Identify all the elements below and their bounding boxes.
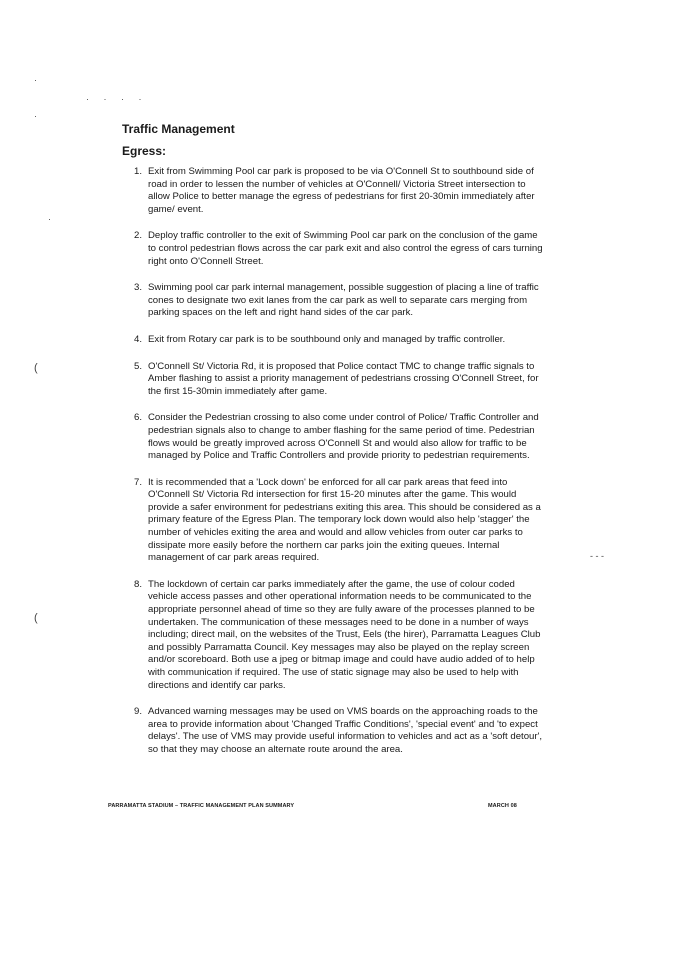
- item-number: 5.: [134, 360, 143, 372]
- list-item: [134, 166, 546, 216]
- item-number: 2.: [134, 230, 143, 242]
- list-item: [134, 412, 546, 462]
- scan-mark: (: [34, 362, 38, 374]
- footer-date: MARCH 08: [488, 803, 517, 809]
- item-number: 4.: [134, 333, 143, 345]
- item-text: Consider the Pedestrian crossing to also come under control of Police/ Traffic Controller and pedestrian signals also to change to amber flashing for the same period of time. Pedestrian flows would be greatly improved across O'Connell St and would also allow for traffic to be managed by Police and Traffic Controllers and provide priority to pedestrian requirements.: [148, 412, 539, 462]
- scan-mark: - - -: [590, 551, 604, 561]
- item-text: Advanced warning messages may be used on VMS boards on the approaching roads to the area to provide information about 'Changed Traffic Conditions', 'special event' and 'to expect delays'. The use of VMS may provide useful information to vehicles and act as a 'soft detour', so that they may choose an alternate route around the area.: [148, 706, 543, 755]
- list-item: [134, 477, 546, 565]
- item-number: 3.: [134, 282, 143, 294]
- item-text: Exit from Rotary car park is to be southbound only and managed by traffic controller.: [148, 333, 506, 345]
- list-item: [134, 579, 546, 692]
- egress-list: [134, 166, 546, 771]
- list-item: [134, 230, 546, 268]
- list-item: [134, 334, 546, 347]
- item-number: 6.: [134, 412, 143, 424]
- item-text: The lockdown of certain car parks immediately after the game, the use of colour coded vehicle access passes and other operational information needs to be communicated to the appropriate personnel ahead of time so they are fully aware of the processes planned to be undertaken. The communication of these messages need to be done in a number of ways including; direct mail, on the websites of the Trust, Eels (the hirer), Parramatta Leagues Club and possibly Parramatta Council. Key messages may also be played on the replay screen and/or scoreboard. Both use a jpeg or bitmap image and could have audio added of to help with communication if required. The use of static signage may also be used to help with directions and identify car parks.: [148, 578, 541, 691]
- item-number: 7.: [134, 476, 143, 488]
- list-item: [134, 282, 546, 320]
- item-text: Deploy traffic controller to the exit of Swimming Pool car park on the conclusion of the game to control pedestrian flows across the car park exit and also control the egress of cars turning right onto O'Connell Street.: [148, 230, 543, 267]
- item-number: 9.: [134, 706, 143, 718]
- item-text: O'Connell St/ Victoria Rd, it is proposed that Police contact TMC to change traffic signals to Amber flashing to assist a priority management of pedestrians crossing O'Connell Street, for the first 15-30min immediately after game.: [148, 360, 539, 397]
- page-title: Traffic Management: [122, 122, 235, 136]
- scan-mark: (: [34, 612, 38, 624]
- item-number: 1.: [134, 166, 143, 177]
- scan-mark: ·: [34, 111, 37, 121]
- list-item: [134, 706, 546, 756]
- item-text: Swimming pool car park internal management, possible suggestion of placing a line of traffic cones to designate two exit lanes from the car park as well to separate cars merging from parking spaces on the left and right hand sides of the car park.: [148, 282, 539, 319]
- scan-mark: · · · ·: [86, 94, 148, 104]
- item-number: 8.: [134, 578, 143, 590]
- footer-document-title: PARRAMATTA STADIUM – TRAFFIC MANAGEMENT PLAN SUMMARY: [108, 803, 295, 809]
- list-item: [134, 361, 546, 399]
- item-text: Exit from Swimming Pool car park is proposed to be via O'Connell St to southbound side of road in order to lessen the number of vehicles at O'Connell/ Victoria Street intersection to allow Police to better manage the egress of pedestrians for first 20-30min immediately after game/ event.: [148, 166, 535, 215]
- scan-mark: ·: [48, 214, 51, 224]
- item-text: It is recommended that a 'Lock down' be enforced for all car park areas that feed into O'Connell St/ Victoria Rd intersection for first 15-20 minutes after the game. This would provide a safer environment for pedestrians exiting this area. This should be considered as a primary feature of the Egress Plan. The temporary lock down would also help 'stagger' the number of vehicles exiting the area and would and allow vehicles from outer car parks to dissipate more easily before the northern car parks join the exiting queues. Internal management of car park areas required.: [148, 476, 541, 564]
- scan-mark: ·: [34, 75, 37, 85]
- section-heading: Egress:: [122, 144, 167, 158]
